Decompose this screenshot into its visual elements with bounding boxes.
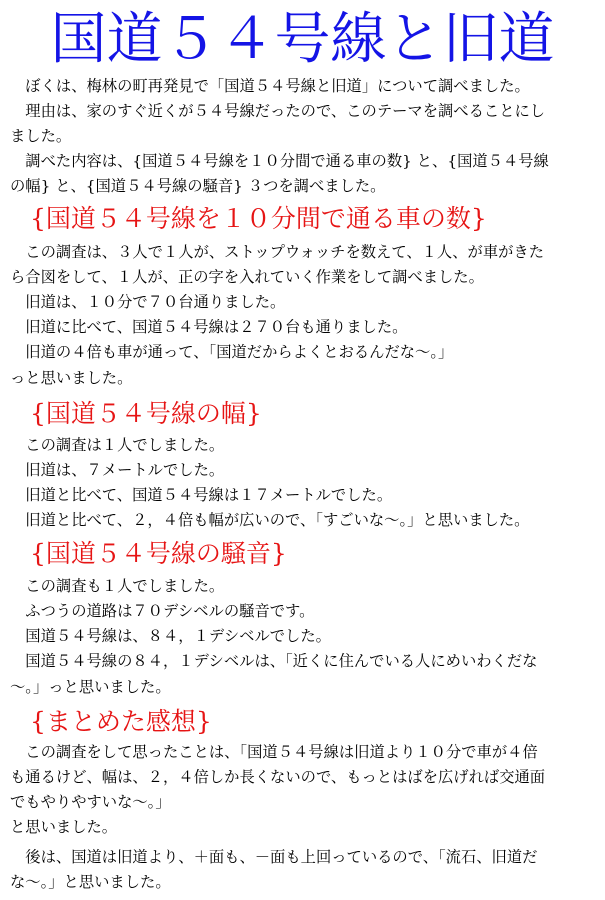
body-line: 国道５４号線の８４，１デシベルは、「近くに住んでいる人にめいわくだな	[10, 652, 538, 670]
body-line: 旧道の４倍も車が通って、「国道だからよくとおるんだな～。」	[10, 343, 454, 361]
intro-line: ました。	[10, 127, 72, 145]
body-line: ふつうの道路は７０デシベルの騒音です。	[10, 602, 315, 620]
body-line: この調査をして思ったことは、「国道５４号線は旧道より１０分で車が４倍	[10, 743, 538, 761]
body-line: っと思いました。	[10, 369, 133, 387]
body-line: 旧道に比べて、国道５４号線は２７０台も通りました。	[10, 318, 408, 336]
body-line: も通るけど、幅は、２，４倍しか長くないので、もっとはばを広げれば交通面	[10, 768, 546, 786]
body-line: 国道５４号線は、８４，１デシベルでした。	[10, 627, 331, 645]
section-heading-noise: {国道５４号線の騒音}	[30, 539, 287, 568]
body-line: この調査は１人でしました。	[10, 436, 225, 454]
body-line: ら合図をして、１人が、正の字を入れていく作業をして調べました。	[10, 268, 484, 286]
body-line: と思いました。	[10, 818, 118, 836]
body-line: 旧道と比べて、２，４倍も幅が広いので、「すごいな～。」と思いました。	[10, 511, 530, 529]
section-heading-road-width: {国道５４号線の幅}	[30, 399, 262, 428]
body-line: 後は、国道は旧道より、＋面も、－面も上回っているので、「流石、旧道だ	[10, 848, 538, 866]
body-line: 旧道は、７メートルでした。	[10, 461, 225, 479]
intro-line: 理由は、家のすぐ近くが５４号線だったので、このテーマを調べることにし	[10, 102, 546, 120]
body-line: この調査も１人でしました。	[10, 577, 225, 595]
body-line: でもやりやすいな～。」	[10, 793, 171, 811]
section-heading-summary: {まとめた感想}	[30, 707, 212, 736]
body-line: 旧道は、１０分で７０台通りました。	[10, 293, 286, 311]
intro-line: 調べた内容は、{国道５４号線を１０分間で通る車の数} と、{国道５４号線	[10, 152, 549, 170]
intro-line: ぼくは、梅林の町再発見で「国道５４号線と旧道」について調べました。	[10, 77, 530, 95]
intro-line: の幅} と、{国道５４号線の騒音} ３つを調べました。	[10, 177, 386, 195]
page-title: 国道５４号線と旧道	[50, 7, 555, 72]
body-line: ～。」っと思いました。	[10, 678, 171, 696]
body-line: 旧道と比べて、国道５４号線は１７メートルでした。	[10, 486, 393, 504]
body-line: この調査は、３人で１人が、ストップウォッチを数えて、１人、が車がきた	[10, 243, 545, 261]
section-heading-car-count: {国道５４号線を１０分間で通る車の数}	[30, 204, 487, 233]
body-line: な～。」と思いました。	[10, 873, 171, 891]
